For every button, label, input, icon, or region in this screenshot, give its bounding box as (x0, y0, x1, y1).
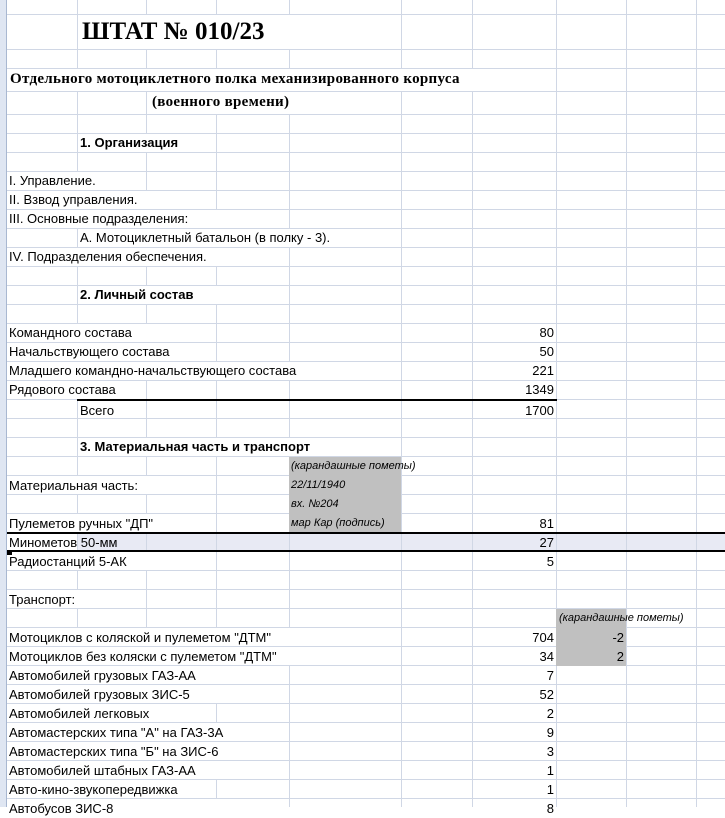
gridline-row (7, 49, 725, 50)
subtitle-line2: (военного времени) (152, 94, 290, 110)
pencil-note: мар Кар (подпись) (291, 517, 385, 529)
transport-label: Автомобилей штабных ГАЗ-АА (9, 763, 196, 778)
transport-subheading: Транспорт: (9, 592, 76, 607)
pencil-note-header: (карандашные пометы) (559, 612, 684, 624)
transport-label: Автомастерских типа "А" на ГАЗ-3А (9, 725, 224, 740)
materiel-label: Пулеметов ручных "ДП" (9, 516, 154, 531)
gridline-col (289, 0, 290, 807)
section-heading-organization: 1. Организация (80, 135, 179, 150)
transport-value: 1 (546, 763, 554, 778)
personnel-value: 50 (539, 344, 554, 359)
transport-label: Автомобилей грузовых ГАЗ-АА (9, 668, 196, 683)
transport-label: Автомобилей легковых (9, 706, 150, 721)
materiel-subheading: Материальная часть: (9, 478, 138, 493)
gridline-row (7, 589, 725, 590)
pencil-note: 22/11/1940 (291, 479, 346, 491)
transport-value: 3 (546, 744, 554, 759)
gridline-col (556, 0, 557, 807)
subtitle-line1: Отдельного мотоциклетного полка механизированного корпуса (10, 71, 460, 87)
gridline-row (7, 91, 725, 92)
personnel-label: Младшего командно-начальствующего состава (9, 363, 297, 378)
org-item: IV. Подразделения обеспечения. (9, 249, 207, 264)
transport-label: Автомастерских типа "Б" на ЗИС-6 (9, 744, 219, 759)
page-title: ШТАТ № 010/23 (82, 18, 265, 45)
transport-pencil-note: 2 (616, 649, 624, 664)
org-item: III. Основные подразделения: (9, 211, 189, 226)
personnel-label: Начальствующего состава (9, 344, 170, 359)
org-item: I. Управление. (9, 173, 96, 188)
transport-value: 34 (539, 649, 554, 664)
transport-label: Автомобилей грузовых ЗИС-5 (9, 687, 190, 702)
transport-value: 2 (546, 706, 554, 721)
transport-value: 9 (546, 725, 554, 740)
gridline-row (7, 304, 725, 305)
materiel-value: 81 (539, 516, 554, 531)
section-heading-personnel: 2. Личный состав (80, 287, 194, 302)
personnel-total-value: 1700 (525, 403, 554, 418)
row-header-edge (0, 0, 7, 807)
transport-value: 52 (539, 687, 554, 702)
transport-value: 8 (546, 801, 554, 816)
personnel-value: 221 (532, 363, 554, 378)
org-item: II. Взвод управления. (9, 192, 138, 207)
gridline-col (696, 0, 697, 807)
personnel-value: 1349 (525, 382, 554, 397)
materiel-value: 5 (546, 554, 554, 569)
personnel-label: Командного состава (9, 325, 132, 340)
personnel-label: Рядового состава (9, 382, 116, 397)
gridline-row (7, 152, 725, 153)
transport-value: 704 (532, 630, 554, 645)
materiel-label: Радиостанций 5-АК (9, 554, 127, 569)
materiel-value[interactable]: 27 (539, 535, 554, 550)
transport-value: 7 (546, 668, 554, 683)
org-item: А. Мотоциклетный батальон (в полку - 3). (80, 230, 331, 245)
gridline-row (7, 114, 725, 115)
transport-pencil-note: -2 (612, 630, 624, 645)
transport-label: Автобусов ЗИС-8 (9, 801, 114, 816)
transport-label: Мотоциклов с коляской и пулеметом "ДТМ" (9, 630, 271, 645)
gridline-col (626, 0, 627, 807)
gridline-row (7, 266, 725, 267)
pencil-note: вх. №204 (291, 498, 339, 510)
materiel-label[interactable]: Минометов 50-мм (9, 535, 118, 550)
transport-label: Авто-кино-звукопередвижка (9, 782, 178, 797)
section-heading-materiel: 3. Материальная часть и транспорт (80, 439, 311, 454)
transport-label: Мотоциклов без коляски с пулеметом "ДТМ" (9, 649, 277, 664)
personnel-total-label: Всего (80, 403, 115, 418)
transport-value: 1 (546, 782, 554, 797)
personnel-value: 80 (539, 325, 554, 340)
gridline-col (401, 0, 402, 807)
pencil-note: (карандашные пометы) (291, 460, 416, 472)
